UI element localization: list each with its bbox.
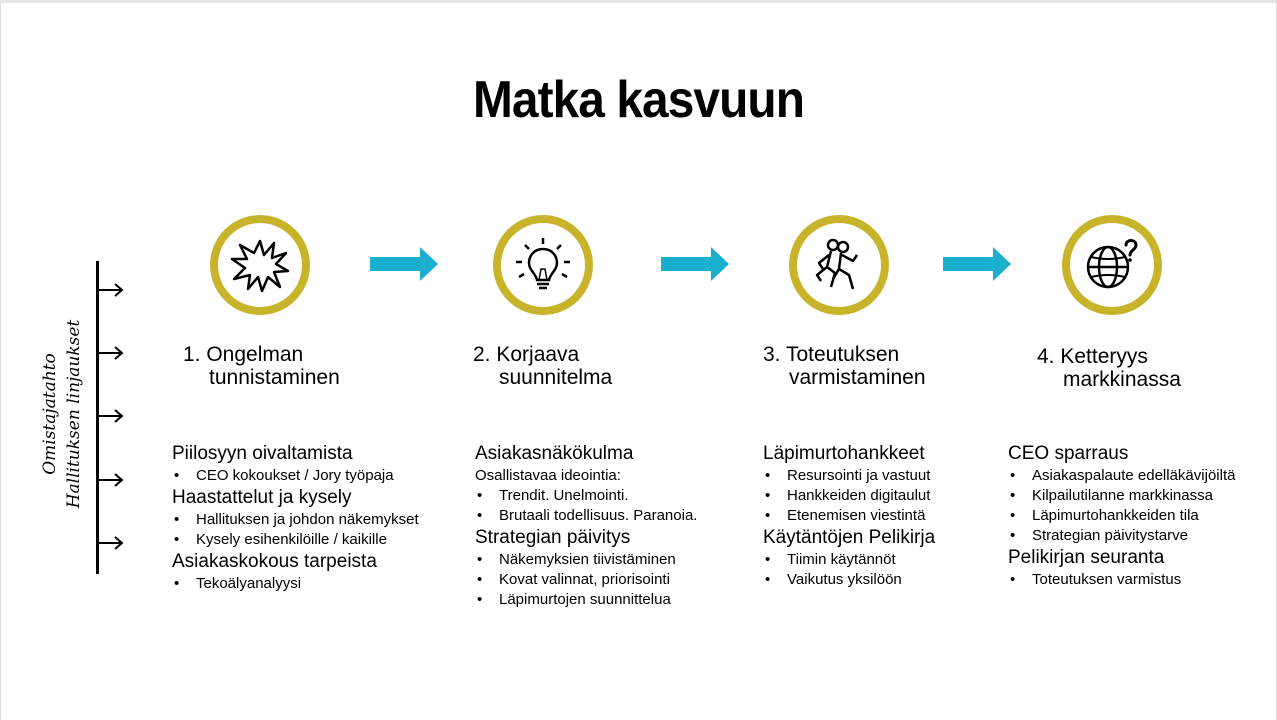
section-heading: CEO sparraus [1008, 443, 1129, 464]
section-heading: Pelikirjan seuranta [1008, 547, 1165, 568]
list-item: • Vaikutus yksilöön [763, 570, 1063, 590]
column-1 [172, 442, 472, 594]
list-item: • Asiakaspalaute edelläkävijöiltä [1008, 466, 1273, 486]
list-item: • Strategian päivitystarve [1008, 526, 1273, 546]
list-item: • Tiimin käytännöt [763, 550, 1063, 570]
tick-arrow-icon [99, 473, 125, 487]
list-item: • Kysely esihenkilöille / kaikille [172, 530, 472, 550]
section-heading: Läpimurtohankkeet [763, 443, 925, 464]
list-item: • Hankkeiden digitaulut [763, 486, 1063, 506]
step-2-circle [493, 215, 593, 315]
list-item: • Läpimurtojen suunnittelua [475, 590, 775, 610]
step-1-circle [210, 215, 310, 315]
page-title: Matka kasvuun [472, 71, 805, 129]
tick-arrow-icon [99, 536, 125, 550]
tick-arrow-icon [99, 409, 125, 423]
step-3-circle [789, 215, 889, 315]
column-4 [1008, 442, 1273, 590]
list-item: • Etenemisen viestintä [763, 506, 1063, 526]
section-heading: Haastattelut ja kysely [172, 487, 352, 508]
section-intro: Osallistavaa ideointia: [475, 467, 621, 484]
lightbulb-icon [513, 235, 573, 295]
step-4-title: 4. Ketteryys markkinassa [1037, 345, 1181, 391]
list-item: • Läpimurtohankkeiden tila [1008, 506, 1273, 526]
globe-question-icon [1082, 235, 1142, 295]
explosion-icon [230, 235, 290, 295]
left-border [0, 0, 1, 720]
list-item: • Tekoälyanalyysi [172, 574, 472, 594]
section-heading: Strategian päivitys [475, 527, 631, 548]
list-item: • Trendit. Unelmointi. [475, 486, 775, 506]
tick-arrow-icon [99, 283, 125, 297]
side-label: Omistajatahto Hallituksen linjaukset [40, 319, 84, 509]
list-item: • Brutaali todellisuus. Paranoia. [475, 506, 775, 526]
top-border [0, 0, 1277, 3]
arrow-right-icon [943, 247, 1013, 281]
list-item: • CEO kokoukset / Jory työpaja [172, 466, 472, 486]
step-4-circle [1062, 215, 1162, 315]
list-item: • Näkemyksien tiivistäminen [475, 550, 775, 570]
list-item: • Hallituksen ja johdon näkemykset [172, 510, 472, 530]
arrow-right-icon [370, 247, 440, 281]
list-item: • Toteutuksen varmistus [1008, 570, 1273, 590]
tick-arrow-icon [99, 346, 125, 360]
section-heading: Asiakasnäkökulma [475, 443, 634, 464]
section-heading: Käytäntöjen Pelikirja [763, 527, 936, 548]
section-heading: Asiakaskokous tarpeista [172, 551, 377, 572]
step-1-title: 1. Ongelman tunnistaminen [183, 343, 340, 389]
team-running-icon [809, 235, 869, 295]
column-2 [475, 442, 775, 610]
step-2-title: 2. Korjaava suunnitelma [473, 343, 613, 389]
list-item: • Kilpailutilanne markkinassa [1008, 486, 1273, 506]
list-item: • Kovat valinnat, priorisointi [475, 570, 775, 590]
step-3-title: 3. Toteutuksen varmistaminen [763, 343, 926, 389]
list-item: • Resursointi ja vastuut [763, 466, 1063, 486]
section-heading: Piilosyyn oivaltamista [172, 443, 353, 464]
arrow-right-icon [661, 247, 731, 281]
